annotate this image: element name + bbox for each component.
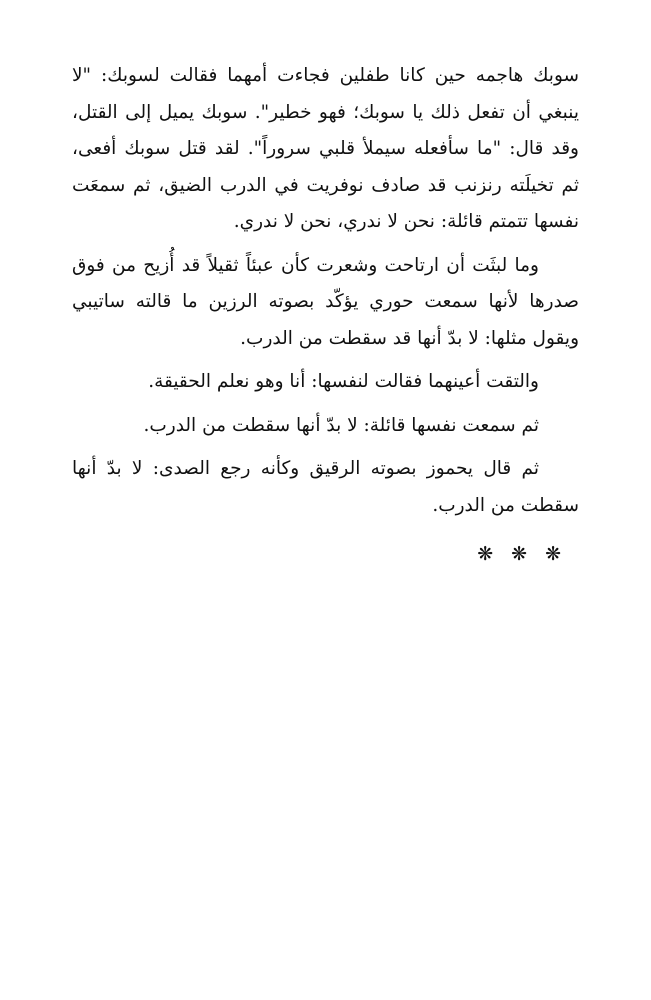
page-text (72, 58, 579, 573)
section-separator: ❋❋❋ (477, 543, 579, 565)
paragraph-3: والتقت أعينهما فقالت لنفسها: أنا وهو نعلم الحقيقة. (148, 371, 539, 392)
paragraph-2: وما لبثَت أن ارتاحت وشعرت كأن عبئاً ثقيلاً قد أُزيح من فوق صدرها لأنها سمعت حوري يؤكّد بصوته الرزين ما قالته ساتيبي ويقول مثلها: لا بدّ أنها قد سقطت من الدرب. (72, 254, 579, 349)
paragraph-5: ثم قال يحموز بصوته الرقيق وكأنه رجع الصدى: لا بدّ أنها سقطت من الدرب. (72, 458, 579, 516)
paragraph-4: ثم سمعت نفسها قائلة: لا بدّ أنها سقطت من الدرب. (143, 414, 539, 436)
paragraph-1: سوبك هاجمه حين كانا طفلين فجاءت أمهما فقالت لسوبك: "لا ينبغي أن تفعل ذلك يا سوبك؛ فهو خطير". سوبك يميل إلى القتل، وقد قال: "ما سأفعله سيملأ قلبي سروراً". لقد قتل سوبك أفعى، ثم تخيلَته رنزنب قد صادف نوفريت في الدرب الضيق، ثم سمعَت نفسها تتمتم قائلة: نحن لا ندري، نحن لا ندري. (72, 65, 579, 232)
